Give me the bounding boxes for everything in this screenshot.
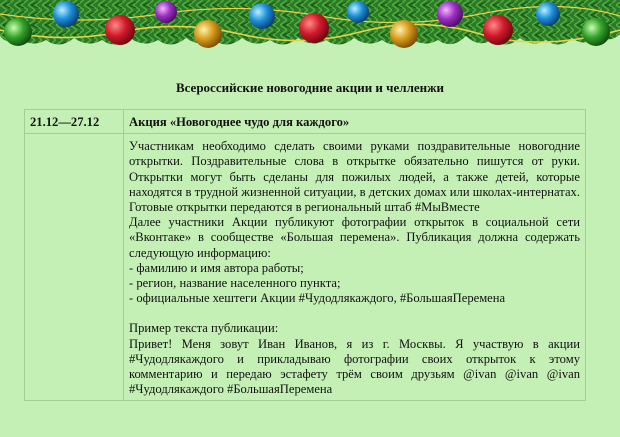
table-row bbox=[25, 134, 586, 401]
ornament-ball-icon bbox=[536, 2, 560, 26]
ornament-ball-icon bbox=[4, 18, 32, 46]
spacer bbox=[129, 306, 580, 321]
ornament-ball-icon bbox=[249, 3, 275, 29]
empty-cell bbox=[25, 134, 124, 401]
ornament-ball-icon bbox=[437, 1, 463, 27]
ornament-ball-icon bbox=[582, 18, 610, 46]
ornament-ball-icon bbox=[155, 1, 177, 23]
requirement-item: - регион, название населенного пункта; bbox=[129, 276, 341, 291]
promo-dates: 21.12—27.12 bbox=[25, 110, 124, 134]
requirement-item: - фамилию и имя автора работы; bbox=[129, 260, 304, 275]
description-paragraph: Участникам необходимо сделать своими руками поздравительные новогодние открытки. Поздравительные слова в открытке обязательно пишутся от руки. Открытки могут быть сделаны для пожилых людей, а также детей, которые находятся в трудной жизненной ситуации, в детских домах или школах-интернатах. Готовые открытки передаются в региональный штаб #МыВместе bbox=[129, 139, 580, 215]
table-row bbox=[25, 110, 586, 134]
example-label: Пример текста публикации: bbox=[129, 321, 279, 336]
description-paragraph: Далее участники Акции публикуют фотографии открыток в социальной сети «Вконтаке» в сообществе «Большая перемена». Публикация должна содержать следующую информацию: bbox=[129, 215, 580, 260]
promo-table bbox=[24, 109, 586, 401]
ornament-ball-icon bbox=[347, 1, 369, 23]
page-title: Всероссийские новогодние акции и челленжи bbox=[175, 80, 445, 95]
ornament-ball-icon bbox=[390, 20, 418, 48]
ornament-ball-icon bbox=[483, 15, 513, 45]
ornament-ball-icon bbox=[299, 13, 329, 43]
ornament-ball-icon bbox=[194, 20, 222, 48]
christmas-garland-banner bbox=[0, 0, 620, 62]
requirement-item: - официальные хештеги Акции #Чудодлякаждого, #БольшаяПеремена bbox=[129, 291, 506, 306]
ornament-ball-icon bbox=[105, 15, 135, 45]
promo-name: Акция «Новогоднее чудо для каждого» bbox=[124, 110, 586, 134]
example-text: Привет! Меня зовут Иван Иванов, я из г. Москвы. Я участвую в акции #Чудодлякаждого и прикладываю фотографии своих открыток к этому комментарию и передаю эстафету трём своим друзьям @ivan @ivan @ivan #Чудодлякаждого #БольшаяПеремена bbox=[129, 336, 580, 397]
ornament-ball-icon bbox=[53, 1, 79, 27]
promo-description bbox=[124, 134, 586, 401]
